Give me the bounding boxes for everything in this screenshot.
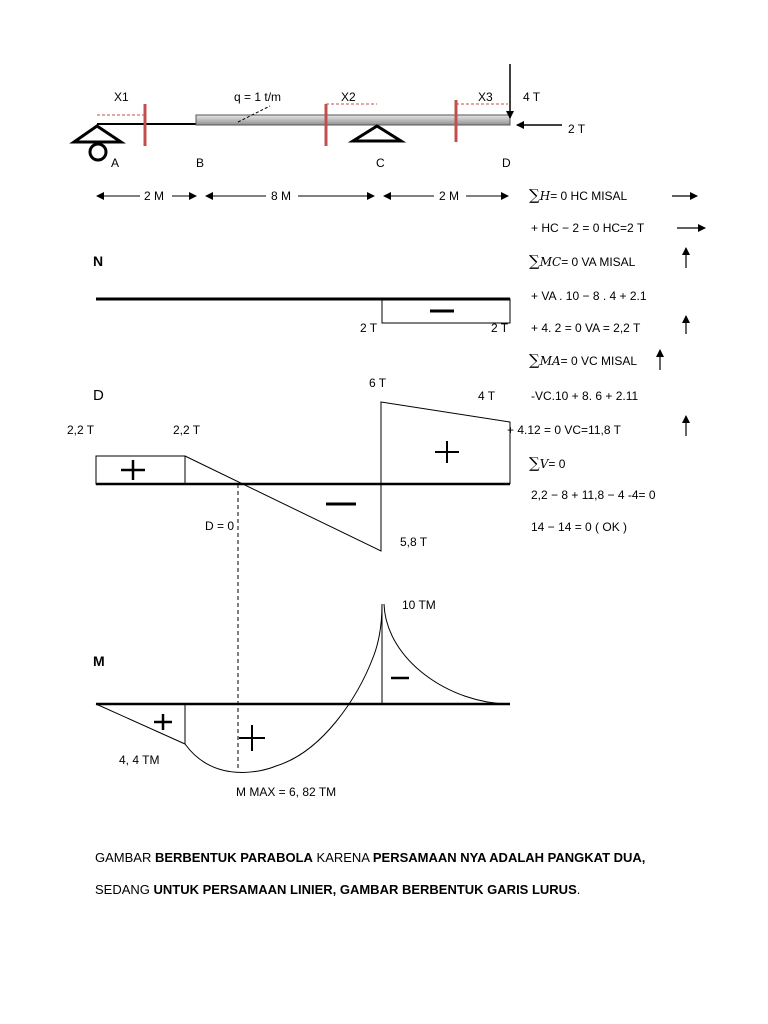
normal-diagram-title: N	[93, 253, 104, 269]
moment-line-ab	[96, 704, 185, 744]
eq-sum-v: ∑V= 0	[529, 454, 566, 472]
distributed-load-label: q = 1 t/m	[234, 90, 282, 104]
shear-zero-label: D = 0	[205, 519, 235, 533]
eq-check-line2: 14 − 14 = 0 ( OK )	[531, 520, 628, 534]
eq-vc-line2: + 4.12 = 0 VC=11,8 T	[507, 423, 621, 437]
shear-force-diagram	[67, 376, 510, 551]
shear-value-right: 4 T	[478, 389, 496, 403]
moment-parabola-bc	[185, 604, 382, 772]
eq-check-line1: 2,2 − 8 + 11,8 − 4 -4= 0	[531, 488, 656, 502]
moment-diagram-title: M	[93, 653, 105, 669]
moment-value-max: M MAX = 6, 82 TM	[236, 785, 337, 799]
eq-hc-line: + HC − 2 = 0 HC=2 T	[531, 221, 645, 235]
normal-value-left: 2 T	[360, 321, 378, 335]
note-line-1: GAMBAR BERBENTUK PARABOLA KARENA PERSAMAAN NYA ADALAH PANGKAT DUA,	[95, 850, 646, 865]
cut-label-x1: X1	[114, 90, 129, 104]
support-c-pin-icon	[353, 126, 401, 141]
cut-label-x3: X3	[478, 90, 493, 104]
normal-value-right: 2 T	[491, 321, 509, 335]
shear-value-bottom: 5,8 T	[400, 535, 428, 549]
moment-value-peak: 10 TM	[402, 598, 436, 612]
point-load-label: 4 T	[523, 90, 541, 104]
equilibrium-equations	[507, 186, 705, 534]
node-label-d: D	[502, 156, 511, 170]
span-label-cd: 2 M	[439, 189, 460, 203]
moment-curve-cd	[384, 604, 510, 704]
eq-sum-mc: ∑MC= 0 VA MISAL	[529, 252, 636, 270]
node-label-b: B	[196, 156, 205, 170]
shear-value-left-a: 2,2 T	[67, 423, 95, 437]
eq-vc-line1: -VC.10 + 8. 6 + 2.11	[531, 389, 639, 403]
eq-va-line1: + VA . 10 − 8 . 4 + 2.1	[531, 289, 647, 303]
eq-sum-h: ∑H= 0 HC MISAL	[529, 186, 628, 204]
normal-force-diagram	[93, 253, 510, 335]
shear-diagram-title: D	[93, 387, 104, 404]
shear-value-peak: 6 T	[369, 376, 387, 390]
eq-va-line2: + 4. 2 = 0 VA = 2,2 T	[531, 321, 641, 335]
span-label-ab: 2 M	[144, 189, 165, 203]
node-label-a: A	[111, 156, 120, 170]
eq-sum-ma: ∑MA= 0 VC MISAL	[529, 351, 638, 369]
moment-value-left: 4, 4 TM	[119, 753, 160, 767]
cut-label-x2: X2	[341, 90, 356, 104]
note-line-2: SEDANG UNTUK PERSAMAAN LINIER, GAMBAR BERBENTUK GARIS LURUS.	[95, 882, 581, 897]
horizontal-load-label: 2 T	[568, 122, 586, 136]
support-a-pin-icon	[74, 126, 121, 142]
node-label-c: C	[376, 156, 385, 170]
beam-figure	[74, 64, 586, 203]
shear-value-left-b: 2,2 T	[173, 423, 201, 437]
span-label-bc: 8 M	[271, 189, 292, 203]
support-a-roller-icon	[90, 144, 106, 160]
bending-moment-diagram	[93, 598, 510, 799]
